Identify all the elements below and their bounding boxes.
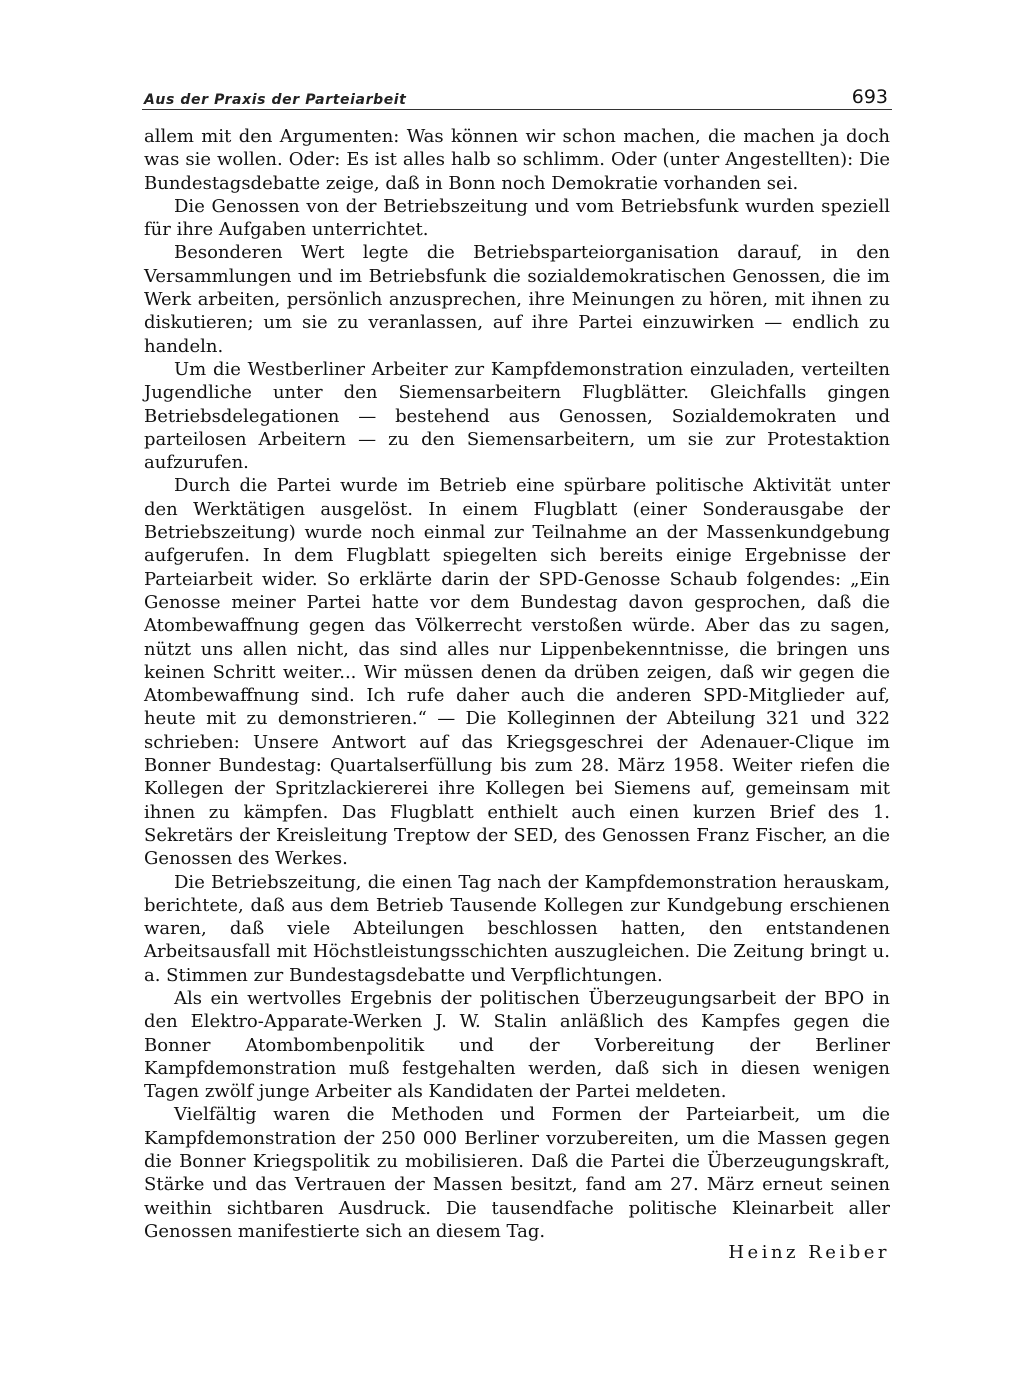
author-signature: Heinz Reiber bbox=[728, 1242, 890, 1264]
page-number: 693 bbox=[851, 86, 888, 108]
page-header bbox=[144, 78, 888, 108]
article-body bbox=[144, 125, 890, 1263]
running-title: Aus der Praxis der Parteiarbeit bbox=[144, 92, 407, 108]
paragraph-3: Besonderen Wert legte die Betriebsparteiorganisation darauf, in den Versammlungen und im Betriebsfunk die sozialdemokratischen Genossen, die im Werk arbeiten, persönlich anzusprechen, ihre Meinungen zu hören, mit ihnen zu diskutieren; um sie zu veranlassen, auf ihre Partei einzuwirken — endlich zu handeln. bbox=[144, 242, 890, 357]
paragraph-1: allem mit den Argumenten: Was können wir schon machen, die machen ja doch was sie wollen. Oder: Es ist alles halb so schlimm. Oder (unter Angestellten): Die Bundestagsdebatte zeige, daß in Bonn noch Demokratie vorhanden sei. bbox=[144, 126, 890, 194]
header-rule bbox=[142, 109, 892, 110]
paragraph-4: Um die Westberliner Arbeiter zur Kampfdemonstration einzuladen, verteilten Jugendliche unter den Siemensarbeitern Flugblätter. Gleichfalls gingen Betriebsdelegationen — bestehend aus Genossen, Sozialdemokraten und parteilosen Arbeitern — zu den Siemensarbeitern, um sie zur Protestaktion aufzurufen. bbox=[144, 358, 890, 474]
paragraph-7: Als ein wertvolles Ergebnis der politischen Überzeugungsarbeit der BPO in den Elektro-Apparate-Werken J. W. Stalin anläßlich des Kampfes gegen die Bonner Atombombenpolitik und der Vorbereitung der Berliner Kampfdemonstration muß festgehalten werden, daß sich in diesen wenigen Tagen zwölf junge Arbeiter als Kandidaten der Partei meldeten. bbox=[144, 987, 890, 1103]
paragraph-6: Die Betriebszeitung, die einen Tag nach der Kampfdemonstration herauskam, berichtete, daß aus dem Betrieb Tausende Kollegen zur Kundgebung erschienen waren, daß viele Abteilungen beschlossen hatten, den entstandenen Arbeitsausfall mit Höchstleistungsschichten auszugleichen. Die Zeitung bringt u. a. Stimmen zur Bundestagsdebatte und Verpflichtungen. bbox=[144, 871, 890, 986]
paragraph-8: Vielfältig waren die Methoden und Formen der Parteiarbeit, um die Kampfdemonstration der 250 000 Berliner vorzubereiten, um die Massen gegen die Bonner Kriegspolitik zu mobilisieren. Daß die Partei die Überzeugungskraft, Stärke und das Vertrauen der Massen besitzt, fand am 27. März erneut seinen weithin sichtbaren Ausdruck. Die tausendfache politische Kleinarbeit aller Genossen manifestierte sich an diesem Tag. bbox=[144, 1104, 890, 1242]
paragraph-2: Die Genossen von der Betriebszeitung und vom Betriebsfunk wurden speziell für ihre Aufgaben unterrichtet. bbox=[144, 195, 890, 241]
paragraph-5: Durch die Partei wurde im Betrieb eine spürbare politische Aktivität unter den Werktätigen ausgelöst. In einem Flugblatt (einer Sonderausgabe der Betriebszeitung) wurde noch einmal zur Teilnahme an der Massenkundgebung aufgerufen. In dem Flugblatt spiegelten sich bereits einige Ergebnisse der Parteiarbeit wider. So erklärte darin der SPD-Genosse Schaub folgendes: „Ein Genosse meiner Partei hatte vor dem Bundestag davon gesprochen, daß die Atombewaffnung gegen das Völkerrecht verstoßen würde. Aber das zu sagen, nützt uns allen nicht, das sind alles nur Lippenbekenntnisse, die bringen uns keinen Schritt weiter... Wir müssen denen da drüben zeigen, daß wir gegen die Atombewaffnung sind. Ich rufe daher auch die anderen SPD-Mitglieder auf, heute mit zu demonstrieren.“ — Die Kolleginnen der Abteilung 321 und 322 schrieben: Unsere Antwort auf das Kriegsgeschrei der Adenauer-Clique im Bonner Bundestag: Quartalserfüllung bis zum 28. März 1958. Weiter riefen die Kollegen der Spritzlackiererei ihre Kollegen bei Siemens auf, gemeinsam mit ihnen zu kämpfen. Das Flugblatt enthielt auch einen kurzen Brief des 1. Sekretärs der Kreisleitung Treptow der SED, des Genossen Franz Fischer, an die Genossen des Werkes. bbox=[144, 475, 890, 870]
